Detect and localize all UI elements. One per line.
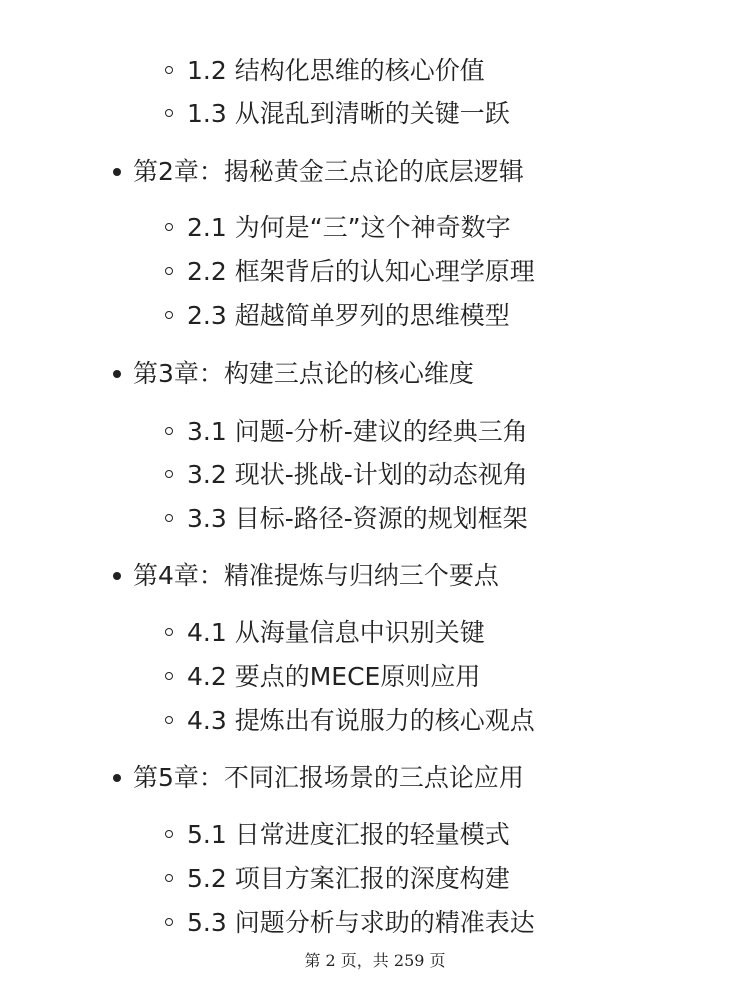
toc-chapter-text: 第2章：揭秘黄金三点论的底层逻辑 (133, 157, 524, 186)
filled-bullet-icon (113, 168, 121, 176)
hollow-bullet-icon (165, 223, 173, 231)
hollow-bullet-icon (165, 311, 173, 319)
hollow-bullet-icon (165, 874, 173, 882)
toc-section-4-1 (187, 617, 485, 649)
hollow-bullet-icon (165, 716, 173, 724)
hollow-bullet-icon (165, 830, 173, 838)
toc-section-5-3 (187, 907, 535, 939)
toc-chapter-3 (133, 358, 474, 390)
toc-chapter-text: 第5章：不同汇报场景的三点论应用 (133, 763, 524, 792)
toc-section-text: 3.3 目标-路径-资源的规划框架 (187, 504, 528, 533)
hollow-bullet-icon (165, 427, 173, 435)
toc-section-text: 4.2 要点的MECE原则应用 (187, 662, 481, 691)
toc-chapter-text: 第3章：构建三点论的核心维度 (133, 359, 474, 388)
toc-section-3-2 (187, 459, 528, 491)
page-number-footer: 第 2 页，共 259 页 (304, 951, 446, 970)
hollow-bullet-icon (165, 918, 173, 926)
toc-section-4-3 (187, 705, 535, 737)
filled-bullet-icon (113, 572, 121, 580)
toc-section-5-2 (187, 863, 510, 895)
toc-section-text: 3.1 问题-分析-建议的经典三角 (187, 417, 528, 446)
toc-section-text: 5.1 日常进度汇报的轻量模式 (187, 820, 510, 849)
toc-section-2-1 (187, 212, 511, 244)
toc-chapter-4 (133, 560, 499, 592)
toc-section-text: 5.2 项目方案汇报的深度构建 (187, 864, 510, 893)
toc-section-text: 1.2 结构化思维的核心价值 (187, 56, 485, 85)
toc-section-text: 2.3 超越简单罗列的思维模型 (187, 301, 510, 330)
toc-section-text: 2.1 为何是“三”这个神奇数字 (187, 213, 511, 242)
toc-section-5-1 (187, 819, 510, 851)
hollow-bullet-icon (165, 672, 173, 680)
toc-section-text: 5.3 问题分析与求助的精准表达 (187, 908, 535, 937)
hollow-bullet-icon (165, 66, 173, 74)
hollow-bullet-icon (165, 470, 173, 478)
hollow-bullet-icon (165, 109, 173, 117)
toc-section-2-2 (187, 256, 535, 288)
toc-section-3-3 (187, 503, 528, 535)
toc-section-4-2 (187, 661, 480, 693)
toc-section-2-3 (187, 300, 510, 332)
filled-bullet-icon (113, 774, 121, 782)
filled-bullet-icon (113, 370, 121, 378)
toc-chapter-5 (133, 762, 524, 794)
toc-chapter-2 (133, 156, 524, 188)
toc-section-3-1 (187, 416, 528, 448)
toc-section-1-3 (187, 98, 510, 130)
toc-section-text: 1.3 从混乱到清晰的关键一跃 (187, 99, 510, 128)
toc-section-text: 4.1 从海量信息中识别关键 (187, 618, 485, 647)
hollow-bullet-icon (165, 267, 173, 275)
toc-section-text: 2.2 框架背后的认知心理学原理 (187, 257, 535, 286)
toc-section-text: 3.2 现状-挑战-计划的动态视角 (187, 460, 528, 489)
toc-section-text: 4.3 提炼出有说服力的核心观点 (187, 706, 535, 735)
hollow-bullet-icon (165, 514, 173, 522)
toc-section-1-2 (187, 55, 485, 87)
toc-chapter-text: 第4章：精准提炼与归纳三个要点 (133, 561, 499, 590)
hollow-bullet-icon (165, 628, 173, 636)
